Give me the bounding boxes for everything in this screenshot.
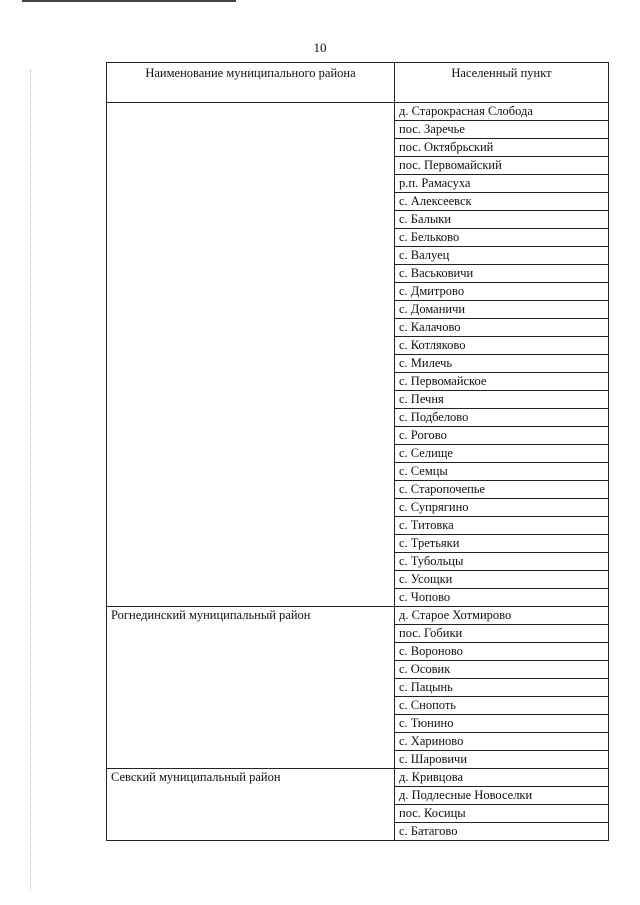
settlement-cell: пос. Первомайский — [395, 157, 609, 175]
settlement-cell: с. Старопочепье — [395, 481, 609, 499]
settlement-cell: с. Тубольцы — [395, 553, 609, 571]
settlements-table — [106, 62, 609, 841]
settlement-cell: д. Старокрасная Слобода — [395, 103, 609, 121]
settlement-cell: с. Милечь — [395, 355, 609, 373]
district-cell: Рогнединский муниципальный район — [107, 607, 395, 769]
settlement-cell: с. Алексеевск — [395, 193, 609, 211]
settlement-cell: р.п. Рамасуха — [395, 175, 609, 193]
settlement-cell: с. Бельково — [395, 229, 609, 247]
settlement-cell: пос. Заречье — [395, 121, 609, 139]
settlement-cell: с. Снопоть — [395, 697, 609, 715]
settlement-cell: с. Васьковичи — [395, 265, 609, 283]
settlement-cell: с. Доманичи — [395, 301, 609, 319]
settlement-cell: с. Усощки — [395, 571, 609, 589]
settlement-cell: пос. Гобики — [395, 625, 609, 643]
settlement-cell: с. Третьяки — [395, 535, 609, 553]
column-header-district: Наименование муниципального района — [107, 63, 395, 103]
settlement-cell: с. Подбелово — [395, 409, 609, 427]
settlement-cell: с. Калачово — [395, 319, 609, 337]
settlement-cell: с. Балыки — [395, 211, 609, 229]
settlement-cell: с. Семцы — [395, 463, 609, 481]
settlement-cell: д. Кривцова — [395, 769, 609, 787]
settlement-cell: с. Первомайское — [395, 373, 609, 391]
binding-margin — [30, 70, 32, 890]
settlement-cell: с. Селище — [395, 445, 609, 463]
settlement-cell: д. Подлесные Новоселки — [395, 787, 609, 805]
settlement-cell: с. Титовка — [395, 517, 609, 535]
header-rule — [22, 0, 236, 2]
settlement-cell: с. Печня — [395, 391, 609, 409]
settlement-cell: с. Хариново — [395, 733, 609, 751]
settlement-cell: д. Старое Хотмирово — [395, 607, 609, 625]
table-row — [107, 607, 609, 625]
settlement-cell: с. Чопово — [395, 589, 609, 607]
settlement-cell: с. Батагово — [395, 823, 609, 841]
table-row — [107, 769, 609, 787]
settlement-cell: пос. Октябрьский — [395, 139, 609, 157]
district-cell — [107, 103, 395, 607]
settlement-cell: с. Рогово — [395, 427, 609, 445]
settlement-cell: с. Осовик — [395, 661, 609, 679]
table-row — [107, 103, 609, 121]
settlement-cell: с. Дмитрово — [395, 283, 609, 301]
district-cell: Севский муниципальный район — [107, 769, 395, 841]
column-header-settlement: Населенный пункт — [395, 63, 609, 103]
table-header-row — [107, 63, 609, 103]
settlement-cell: с. Супрягино — [395, 499, 609, 517]
page-number: 10 — [313, 40, 327, 55]
settlement-cell: с. Пацынь — [395, 679, 609, 697]
settlement-cell: с. Валуец — [395, 247, 609, 265]
settlement-cell: с. Тюнино — [395, 715, 609, 733]
settlement-cell: пос. Косицы — [395, 805, 609, 823]
settlement-cell: с. Шаровичи — [395, 751, 609, 769]
settlement-cell: с. Вороново — [395, 643, 609, 661]
settlement-cell: с. Котляково — [395, 337, 609, 355]
table-body — [107, 103, 609, 841]
